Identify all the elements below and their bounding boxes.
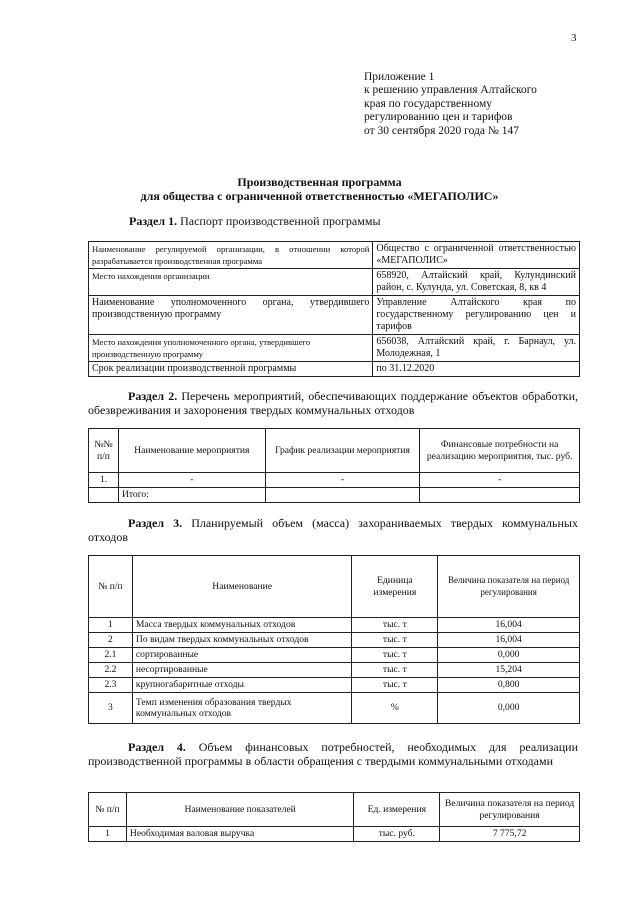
cell: 1. [89, 473, 119, 488]
passport-name-cell: Наименование уполномоченного органа, утвердившего производственную программу [89, 296, 373, 335]
appendix-line: регулированию цен и тарифов [364, 111, 513, 124]
cell: 16,004 [438, 633, 580, 648]
table-header-row [89, 793, 580, 827]
financial-needs-table [88, 792, 580, 842]
cell: 0,800 [438, 678, 580, 693]
table-row [89, 633, 580, 648]
passport-value-cell: Управление Алтайского края по государственному регулированию цен и тарифов [373, 296, 580, 335]
header-cell: Финансовые потребности на реализацию мероприятия, тыс. руб. [420, 429, 580, 473]
cell: Темп изменения образования твердых коммунальных отходов [132, 693, 352, 724]
title-line-2: для общества с ограниченной ответственностью «МЕГАПОЛИС» [140, 189, 499, 203]
cell: - [420, 473, 580, 488]
header-cell: Ед. измерения [354, 793, 440, 827]
cell: тыс. т [352, 663, 438, 678]
title-line-1: Производственная программа [237, 175, 402, 189]
cell: 1 [89, 618, 133, 633]
measures-table [88, 428, 580, 503]
appendix-block [364, 71, 537, 138]
table-row [89, 618, 580, 633]
total-label: Итого: [118, 488, 265, 503]
cell: тыс. т [352, 633, 438, 648]
cell: - [265, 473, 420, 488]
cell: Необходимая валовая выручка [126, 827, 353, 842]
section4-text: Объем финансовых потребностей, необходимых для реализации производственной программы в области обращения с твердыми коммунальными отходами [88, 740, 578, 768]
cell: тыс. руб. [354, 827, 440, 842]
section2-label: Раздел 2. [128, 389, 178, 403]
header-cell: Величина показателя на период регулирования [438, 556, 580, 618]
table-total-row [89, 488, 580, 503]
table-row [89, 242, 580, 269]
header-cell: График реализации мероприятия [265, 429, 420, 473]
cell: По видам твердых коммунальных отходов [132, 633, 352, 648]
cell: 16,004 [438, 618, 580, 633]
page-number: 3 [571, 32, 577, 44]
cell: крупногабаритные отходы [132, 678, 352, 693]
table-row [89, 473, 580, 488]
table-header-row [89, 556, 580, 618]
passport-name-cell: Наименование регулируемой организации, в отношении которой разрабатывается производственная программа [89, 242, 373, 269]
passport-name-cell: Место нахождения организации [89, 269, 373, 296]
cell: тыс. т [352, 618, 438, 633]
section2-heading [88, 389, 578, 417]
section1-heading [129, 214, 381, 228]
header-cell: №№ п/п [89, 429, 119, 473]
table-row [89, 693, 580, 724]
section2-text: Перечень мероприятий, обеспечивающих поддержание объектов обработки, обезвреживания и захоронения твердых коммунальных отходов [88, 389, 578, 417]
appendix-line: края по государственному [364, 97, 492, 110]
header-cell: Наименование [132, 556, 352, 618]
cell: 2.3 [89, 678, 133, 693]
table-header-row [89, 429, 580, 473]
cell: 2.2 [89, 663, 133, 678]
section3-text: Планируемый объем (масса) захораниваемых твердых коммунальных отходов [88, 516, 578, 544]
cell: 0,000 [438, 648, 580, 663]
header-cell: Наименование мероприятия [118, 429, 265, 473]
cell [420, 488, 580, 503]
table-row [89, 663, 580, 678]
table-row [89, 269, 580, 296]
cell [89, 488, 119, 503]
cell: 2 [89, 633, 133, 648]
cell: 15,204 [438, 663, 580, 678]
cell: тыс. т [352, 678, 438, 693]
section1-text: Паспорт производственной программы [180, 214, 381, 228]
table-row [89, 335, 580, 362]
table-row [89, 362, 580, 377]
cell: несортированные [132, 663, 352, 678]
cell: 2.1 [89, 648, 133, 663]
table-row [89, 296, 580, 335]
section3-label: Раздел 3. [128, 516, 183, 530]
waste-volume-table [88, 555, 580, 724]
header-cell: Величина показателя на период регулирования [440, 793, 580, 827]
table-row [89, 827, 580, 842]
passport-name-cell: Место нахождения уполномоченного органа, утвердившего производственную программу [89, 335, 373, 362]
cell: сортированные [132, 648, 352, 663]
cell: 7 775,72 [440, 827, 580, 842]
appendix-line: к решению управления Алтайского [364, 84, 537, 97]
cell: 3 [89, 693, 133, 724]
cell: Масса твердых коммунальных отходов [132, 618, 352, 633]
cell: тыс. т [352, 648, 438, 663]
cell: - [118, 473, 265, 488]
appendix-line: от 30 сентября 2020 года № 147 [364, 124, 519, 137]
header-cell: № п/п [89, 556, 133, 618]
document-title [0, 175, 639, 203]
passport-value-cell: 656038, Алтайский край, г. Барнаул, ул. Молодежная, 1 [373, 335, 580, 362]
cell: 1 [89, 827, 127, 842]
passport-table [88, 241, 580, 377]
cell: % [352, 693, 438, 724]
section3-heading [88, 516, 578, 544]
section4-label: Раздел 4. [128, 740, 186, 754]
appendix-line: Приложение 1 [364, 71, 435, 83]
header-cell: Единица измерения [352, 556, 438, 618]
cell [265, 488, 420, 503]
passport-value-cell: Общество с ограниченной ответственностью «МЕГАПОЛИС» [373, 242, 580, 269]
table-row [89, 678, 580, 693]
cell: 0,000 [438, 693, 580, 724]
passport-name-cell: Срок реализации производственной программы [89, 362, 373, 377]
table-row [89, 648, 580, 663]
section1-label: Раздел 1. [129, 214, 178, 228]
header-cell: Наименование показателей [126, 793, 353, 827]
passport-value-cell: по 31.12.2020 [373, 362, 580, 377]
section4-heading [88, 740, 578, 768]
header-cell: № п/п [89, 793, 127, 827]
passport-value-cell: 658920, Алтайский край, Кулундинский район, с. Кулунда, ул. Советская, 8, кв 4 [373, 269, 580, 296]
